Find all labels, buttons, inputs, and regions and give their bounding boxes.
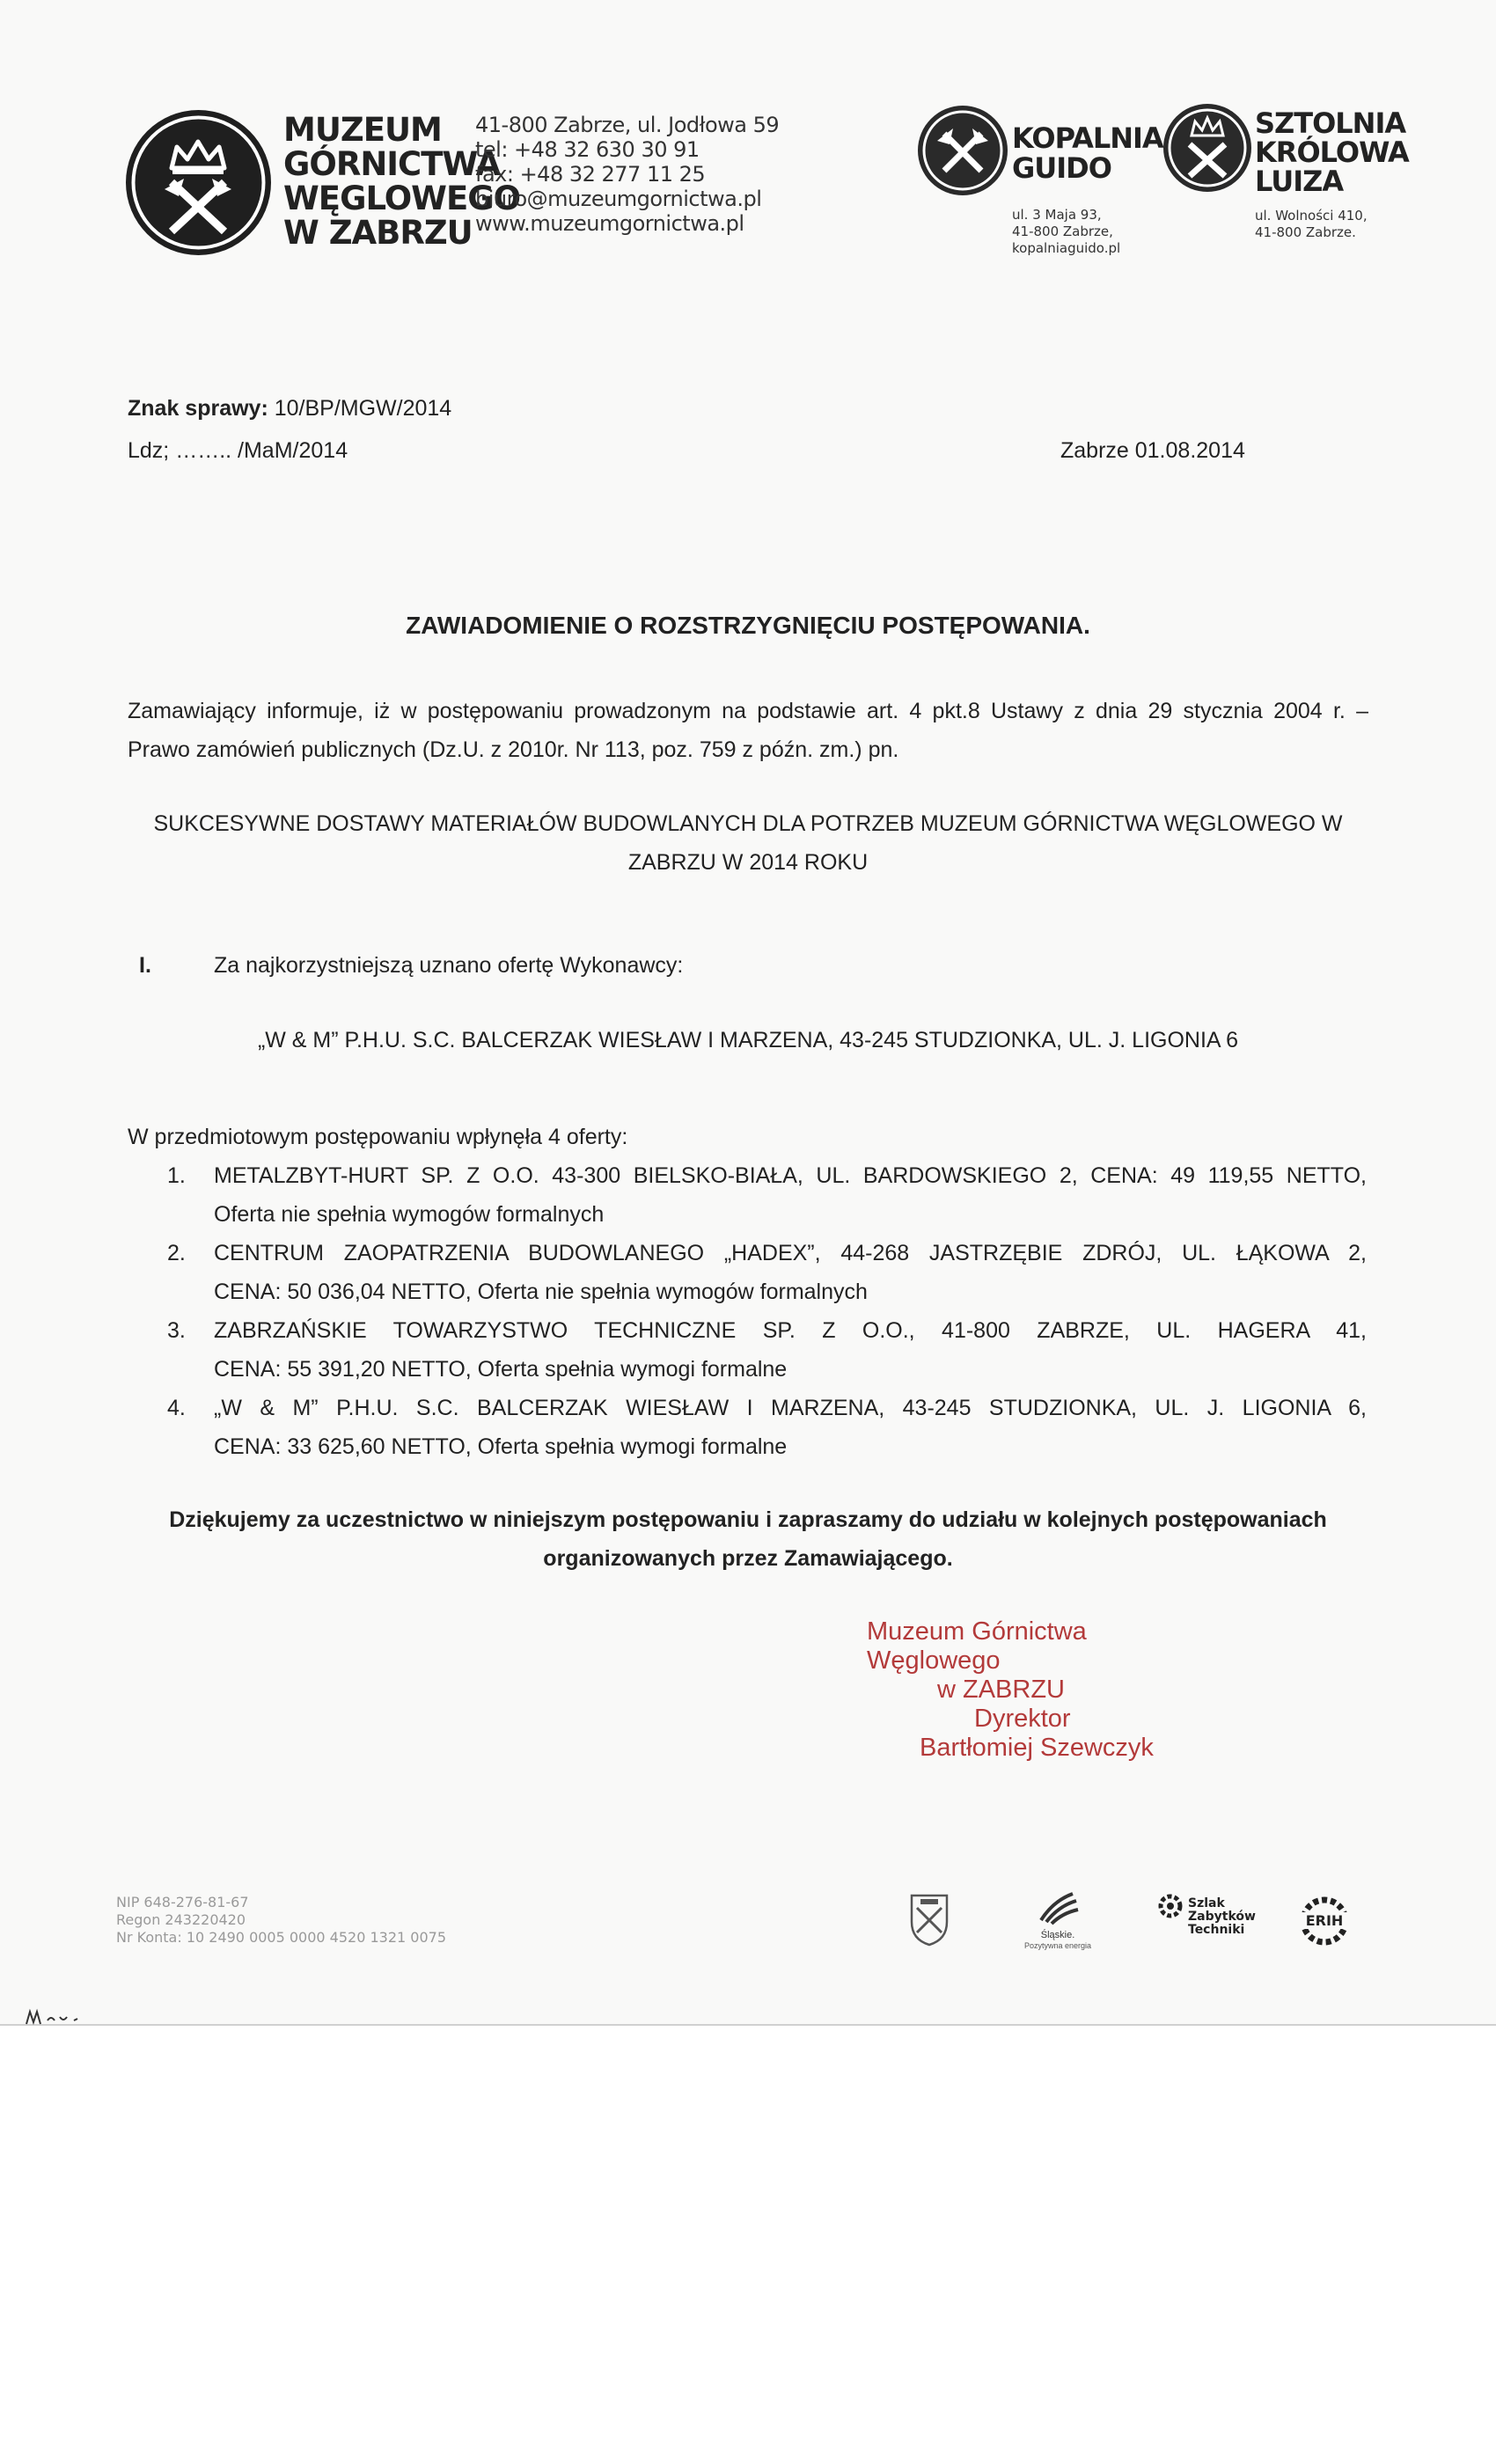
- offer-line: CENA: 55 391,20 NETTO, Oferta spełnia wymogi formalne: [214, 1357, 788, 1382]
- offer-number: 2.: [167, 1241, 186, 1265]
- phone-line: tel: +48 32 630 30 91: [475, 137, 700, 162]
- museum-name-line: GÓRNICTWA: [283, 145, 501, 183]
- intro-line: Prawo zamówień publicznych (Dz.U. z 2010r. Nr 113, poz. 759 z późn. zm.) pn.: [128, 737, 899, 762]
- guido-address-line: 41-800 Zabrze,: [1012, 224, 1113, 239]
- guido-website-link[interactable]: kopalniaguido.pl: [1012, 240, 1121, 256]
- offer-line: ZABRZAŃSKIE TOWARZYSTWO TECHNICZNE SP. Z O.O., 41-800 ZABRZE, UL. HAGERA 41,: [214, 1318, 1367, 1343]
- offer-line: CENTRUM ZAOPATRZENIA BUDOWLANEGO „HADEX”, 44-268 JASTRZĘBIE ZDRÓJ, UL. ŁĄKOWA 2,: [214, 1241, 1367, 1265]
- thanks-note: organizowanych przez Zamawiającego.: [543, 1546, 953, 1571]
- erih-logo: [1294, 1890, 1355, 1952]
- offer-number: 3.: [167, 1318, 186, 1343]
- luiza-address-line: 41-800 Zabrze.: [1255, 224, 1356, 240]
- luiza-logo-icon: [1163, 104, 1251, 192]
- guido-logo-icon: [918, 106, 1008, 195]
- gear-icon: [1155, 1890, 1190, 1922]
- offer-line: CENA: 50 036,04 NETTO, Oferta nie spełnia wymogów formalnych: [214, 1280, 868, 1304]
- document-title: ZAWIADOMIENIE O ROZSTRZYGNIĘCIU POSTĘPOWANIA.: [406, 612, 1090, 639]
- guido-address: [1012, 207, 1120, 257]
- guido-address-line: ul. 3 Maja 93,: [1012, 207, 1102, 223]
- zabrze-coat-of-arms-icon: [908, 1892, 950, 1951]
- thanks-note: Dziękujemy za uczestnictwo w niniejszym postępowaniu i zapraszamy do udziału w kolejnych postępowaniach: [169, 1507, 1327, 1532]
- museum-name-line: MUZEUM: [283, 111, 442, 149]
- guido-name-line: KOPALNIA: [1012, 121, 1163, 155]
- luiza-name: [1255, 106, 1409, 198]
- section-text: Za najkorzystniejszą uznano ofertę Wykonawcy:: [214, 953, 684, 978]
- offer-line: METALZBYT-HURT SP. Z O.O. 43-300 BIELSKO-BIAŁA, UL. BARDOWSKIEGO 2, CENA: 49 119,55 NETTO,: [214, 1163, 1367, 1188]
- offers-intro: W przedmiotowym postępowaniu wpłynęła 4 oferty:: [128, 1125, 628, 1149]
- footer-registration: [116, 1894, 446, 1947]
- address-line: 41-800 Zabrze, ul. Jodłowa 59: [475, 113, 780, 137]
- erih-label: ERIH: [1294, 1912, 1355, 1929]
- museum-logo-icon: [126, 110, 271, 255]
- fax-line: fax: +48 32 277 11 25: [475, 162, 706, 187]
- case-number-value: 10/BP/MGW/2014: [274, 396, 452, 421]
- document-date: Zabrze 01.08.2014: [1060, 438, 1245, 463]
- website-link[interactable]: www.muzeumgornictwa.pl: [475, 211, 744, 236]
- slaskie-label: Śląskie.: [1040, 1930, 1075, 1940]
- nip-number: NIP 648-276-81-67: [116, 1894, 249, 1910]
- offer-number: 1.: [167, 1163, 186, 1188]
- luiza-name-line: SZTOLNIA: [1255, 106, 1406, 140]
- handwritten-mark-icon: [25, 2008, 104, 2028]
- museum-name-line: W ZABRZU: [283, 214, 473, 252]
- offer-number: 4.: [167, 1396, 186, 1420]
- case-number: [128, 396, 451, 422]
- szlak-label: Zabytków: [1188, 1910, 1256, 1924]
- offer-line: „W & M” P.H.U. S.C. BALCERZAK WIESŁAW I MARZENA, 43-245 STUDZIONKA, UL. J. LIGONIA 6,: [214, 1396, 1367, 1420]
- szlak-label: Techniki: [1188, 1923, 1245, 1937]
- slaskie-swirl-icon: [1034, 1890, 1082, 1925]
- luiza-address: [1255, 208, 1368, 241]
- signature-city: w ZABRZU: [937, 1676, 1065, 1704]
- museum-contact: [475, 113, 779, 236]
- section-numeral: I.: [139, 953, 151, 978]
- winning-contractor: „W & M” P.H.U. S.C. BALCERZAK WIESŁAW I MARZENA, 43-245 STUDZIONKA, UL. J. LIGONIA 6: [257, 1028, 1239, 1052]
- luiza-name-line: LUIZA: [1255, 165, 1344, 198]
- signature-role: Dyrektor: [974, 1705, 1071, 1733]
- luiza-name-line: KRÓLOWA: [1255, 136, 1409, 169]
- procurement-subject: SUKCESYWNE DOSTAWY MATERIAŁÓW BUDOWLANYCH DLA POTRZEB MUZEUM GÓRNICTWA WĘGLOWEGO W: [153, 811, 1343, 836]
- guido-name: [1012, 123, 1163, 183]
- slaskie-tagline: Pozytywna energia: [1023, 1941, 1092, 1950]
- signature-name: Bartłomiej Szewczyk: [920, 1734, 1154, 1762]
- procurement-subject: ZABRZU W 2014 ROKU: [627, 850, 869, 875]
- ldz-reference: Ldz; …….. /MaM/2014: [128, 438, 348, 463]
- intro-line: Zamawiający informuje, iż w postępowaniu prowadzonym na podstawie art. 4 pkt.8 Ustawy z dnia 29 stycznia 2004 r. –: [128, 699, 1368, 723]
- signature-stamp: [867, 1617, 1219, 1763]
- signature-institution: Muzeum Górnictwa Węglowego: [867, 1617, 1087, 1675]
- guido-name-line: GUIDO: [1012, 151, 1111, 185]
- offer-line: Oferta nie spełnia wymogów formalnych: [214, 1202, 605, 1227]
- museum-name-line: WĘGLOWEGO: [283, 180, 521, 217]
- szlak-label: Szlak: [1188, 1896, 1225, 1910]
- case-number-label: Znak sprawy:: [128, 396, 268, 421]
- offer-line: CENA: 33 625,60 NETTO, Oferta spełnia wymogi formalne: [214, 1434, 788, 1459]
- luiza-address-line: ul. Wolności 410,: [1255, 208, 1368, 224]
- email-link[interactable]: biuro@muzeumgornictwa.pl: [475, 187, 762, 211]
- regon-number: Regon 243220420: [116, 1911, 246, 1928]
- bank-account: Nr Konta: 10 2490 0005 0000 4520 1321 0075: [116, 1929, 446, 1946]
- slaskie-logo: [1023, 1890, 1093, 1951]
